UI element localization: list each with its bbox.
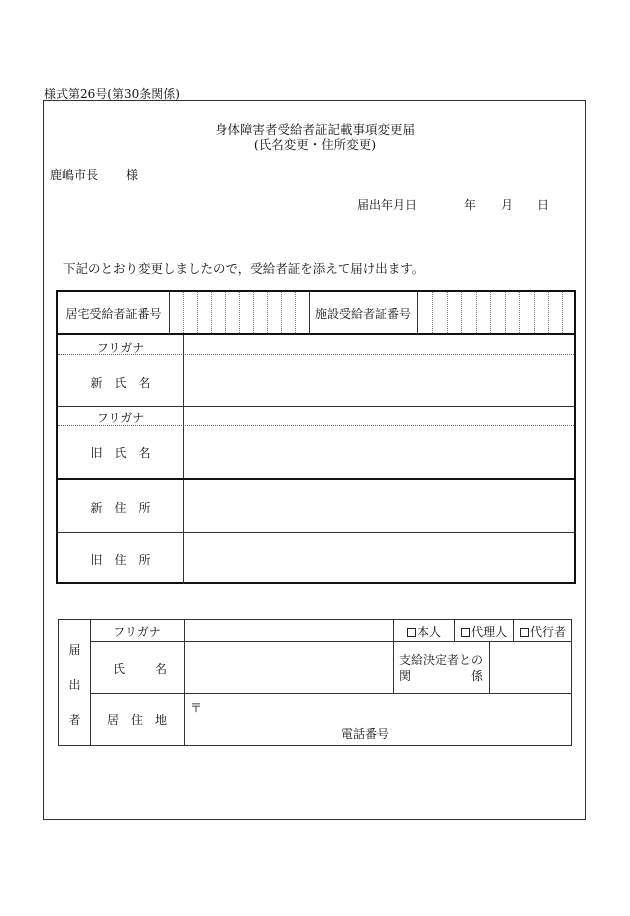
relation-label-line1: 支給決定者との <box>399 653 484 667</box>
option-proxy-label: 代行者 <box>529 625 566 639</box>
notifier-address-label: 居 住 地 <box>106 713 167 727</box>
checkbox-agent[interactable] <box>461 628 470 637</box>
option-proxy[interactable] <box>514 623 572 640</box>
relation-label-kei: 係 <box>471 669 484 683</box>
notifier-table <box>58 619 572 746</box>
postal-mark: 〒 <box>190 701 203 715</box>
notifier-furigana-label: フリガナ <box>113 625 161 639</box>
checkbox-self[interactable] <box>407 628 416 637</box>
option-agent-label: 代理人 <box>470 625 507 639</box>
checkbox-proxy[interactable] <box>520 628 529 637</box>
old-name-input[interactable] <box>184 426 574 478</box>
addressee-honorific: 様 <box>126 168 139 182</box>
new-name-input[interactable] <box>184 355 574 406</box>
date-label: 届出年月日 <box>357 198 418 212</box>
relation-label-kan: 関 <box>399 669 412 683</box>
form-number: 様式第26号(第30条関係) <box>44 87 180 101</box>
facility-cert-label: 施設受給者証番号 <box>314 307 411 321</box>
form-subtitle: (氏名変更・住所変更) <box>253 137 377 152</box>
statement-text: 下記のとおり変更しましたので，受給者証を添えて届け出ます。 <box>63 261 425 276</box>
notifier-name-input[interactable] <box>185 642 393 693</box>
new-address-input[interactable] <box>184 480 574 531</box>
home-cert-label: 居宅受給者証番号 <box>65 307 162 321</box>
old-address-input[interactable] <box>184 533 574 582</box>
furigana-label-new: フリガナ <box>96 341 145 355</box>
option-self[interactable] <box>394 623 454 640</box>
furigana-label-old: フリガナ <box>96 411 145 425</box>
addressee <box>50 166 138 183</box>
notifier-furigana-input[interactable] <box>185 620 393 641</box>
addressee-name: 鹿嶋市長 <box>50 168 99 182</box>
new-name-label: 新 氏 名 <box>90 376 151 390</box>
option-agent[interactable] <box>455 623 513 640</box>
old-name-label: 旧 氏 名 <box>90 446 151 460</box>
year-label: 年 <box>464 198 477 212</box>
new-address-label: 新 住 所 <box>90 501 151 515</box>
new-name-furigana-input[interactable] <box>184 335 574 354</box>
old-name-furigana-input[interactable] <box>184 407 574 425</box>
notifier-side-label-1: 届 <box>68 643 81 657</box>
notifier-name-label-2: 名 <box>155 662 168 676</box>
home-cert-number-input[interactable] <box>170 292 309 333</box>
relation-input[interactable] <box>490 642 571 693</box>
change-details-table <box>56 290 576 584</box>
option-self-label: 本人 <box>416 625 441 639</box>
phone-label: 電話番号 <box>341 727 390 741</box>
day-label: 日 <box>537 198 550 212</box>
facility-cert-number-input[interactable] <box>418 292 574 333</box>
form-title: 身体障害者受給者証記載事項変更届 <box>214 122 415 137</box>
month-label: 月 <box>501 198 514 212</box>
notifier-side-label-3: 者 <box>68 713 81 727</box>
old-address-label: 旧 住 所 <box>90 553 151 567</box>
notifier-side-label-2: 出 <box>68 678 81 692</box>
notifier-name-label-1: 氏 <box>113 662 126 676</box>
